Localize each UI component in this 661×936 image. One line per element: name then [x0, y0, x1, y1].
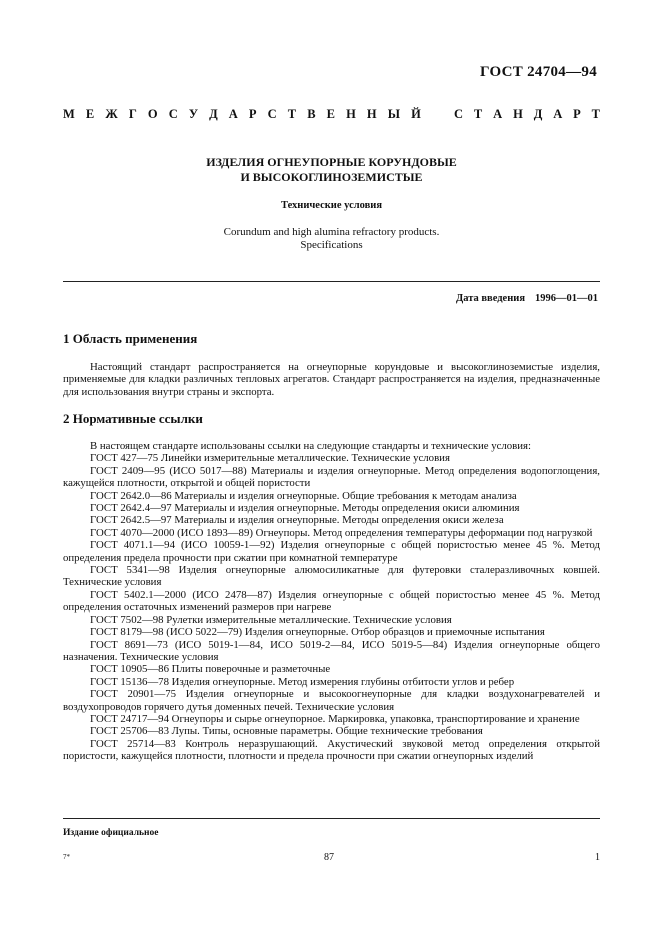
banner-letter: Р	[573, 107, 581, 121]
banner-letter: Н	[513, 107, 523, 121]
banner-letter: Ж	[105, 107, 118, 121]
section-1-body	[63, 361, 600, 398]
sheet-mark: 7*	[63, 853, 70, 861]
reference-item: ГОСТ 25714—83 Контроль неразрушающий. Акустический звуковой метод определения открытой пористости, кажущейся плотности, плотности и предела прочности при сжатии огнеупорных изделий	[63, 737, 600, 763]
reference-item: ГОСТ 7502—98 Рулетки измерительные металлические. Технические условия	[90, 613, 452, 626]
reference-item: ГОСТ 427—75 Линейки измерительные металлические. Технические условия	[90, 452, 450, 465]
interstate-word	[63, 107, 421, 122]
reference-item: ГОСТ 8691—73 (ИСО 5019-1—84, ИСО 5019-2—84, ИСО 5019-5—84) Изделия огнеупорные общего назначения. Технические условия	[63, 638, 600, 663]
banner-letter: Ы	[387, 107, 401, 121]
banner-letter: Е	[85, 107, 95, 121]
official-edition-label: Издание официальное	[63, 828, 159, 838]
banner-letter: С	[454, 107, 464, 121]
reference-item: ГОСТ 2409—95 (ИСО 5017—88) Материалы и изделия огнеупорные. Метод определения водопоглощения, кажущейся плотности, открытой и общей пористости	[63, 464, 600, 490]
banner-letter: Е	[326, 107, 335, 121]
reference-item: ГОСТ 5402.1—2000 (ИСО 2478—87) Изделия огнеупорные с общей пористостью менее 45 %. Метод определения остаточных изменений размеров при нагреве	[63, 588, 600, 614]
references-intro: В настоящем стандарте использованы ссылки на следующие стандарты и технические условия:	[90, 440, 532, 452]
sheet-number: 1	[595, 852, 600, 863]
section-2-body	[63, 440, 600, 763]
english-title-line-1: Corundum and high alumina refractory products.	[223, 226, 440, 238]
banner-letter: Д	[533, 107, 543, 121]
banner-letter: Д	[209, 107, 218, 121]
reference-item: ГОСТ 8179—98 (ИСО 5022—79) Изделия огнеупорные. Отбор образцов и приемочные испытания	[90, 626, 545, 639]
banner-letter: У	[188, 107, 198, 121]
banner-letter: Н	[346, 107, 356, 121]
reference-item: ГОСТ 2642.4—97 Материалы и изделия огнеупорные. Методы определения окиси алюминия	[90, 502, 520, 515]
banner-letter: С	[267, 107, 277, 121]
reference-item: ГОСТ 2642.5—97 Материалы и изделия огнеупорные. Методы определения окиси железа	[90, 514, 504, 527]
header-divider	[63, 281, 600, 282]
reference-item: ГОСТ 24717—94 Огнеупоры и сырье огнеупорное. Маркировка, упаковка, транспортирование и хранение	[90, 712, 580, 725]
banner-letter: Й	[411, 107, 421, 121]
banner-letter: Г	[128, 107, 137, 121]
footer-divider	[63, 818, 600, 819]
banner-letter: А	[553, 107, 563, 121]
english-title	[63, 226, 600, 252]
reference-item: ГОСТ 20901—75 Изделия огнеупорные и высокоогнеупорные для кладки воздухонагревателей и воздухопроводов горячего дутья доменных печей. Технические условия	[63, 688, 600, 713]
introduction-date	[456, 293, 598, 304]
section-2-heading: 2 Нормативные ссылки	[63, 411, 203, 426]
introduction-date-value: 1996—01—01	[535, 293, 598, 304]
title-line-1: ИЗДЕЛИЯ ОГНЕУПОРНЫЕ КОРУНДОВЫЕ	[206, 155, 457, 169]
section-1-paragraph: Настоящий стандарт распространяется на огнеупорные корундовые и высокоглиноземистые изделия, применяемые для кладки различных тепловых агрегатов. Стандарт распространяется на изделия, предназначенные для использования внутри страны и экспорта.	[63, 361, 600, 398]
banner-letter: Т	[287, 107, 297, 121]
banner-letter: В	[307, 107, 316, 121]
reference-item: ГОСТ 25706—83 Лупы. Типы, основные параметры. Общие технические требования	[90, 725, 483, 738]
banner-letter: Т	[473, 107, 483, 121]
page-number: 87	[324, 852, 334, 863]
title-line-2: И ВЫСОКОГЛИНОЗЕМИСТЫЕ	[240, 170, 423, 184]
reference-item: ГОСТ 5341—98 Изделия огнеупорные алюмосиликатные для футеровки сталеразливочных ковшей. Технические условия	[63, 564, 600, 589]
section-1-heading: 1 Область применения	[63, 331, 198, 346]
banner-letter: А	[493, 107, 503, 121]
reference-item: ГОСТ 10905—86 Плиты поверочные и разметочные	[90, 663, 331, 676]
banner-letter: Н	[366, 107, 377, 121]
banner-letter: М	[63, 107, 75, 121]
reference-item: ГОСТ 2642.0—86 Материалы и изделия огнеупорные. Общие требования к методам анализа	[90, 489, 517, 502]
standard-word	[454, 107, 600, 122]
banner-letter: Т	[591, 107, 600, 121]
interstate-standard-banner	[63, 107, 600, 122]
document-title	[63, 155, 600, 185]
document-subtitle: Технические условия	[280, 200, 383, 211]
gost-number: ГОСТ 24704—94	[479, 64, 597, 80]
banner-letter: О	[147, 107, 158, 121]
introduction-date-label: Дата введения	[456, 293, 525, 304]
reference-item: ГОСТ 15136—78 Изделия огнеупорные. Метод измерения глубины отбитости углов и ребер	[90, 675, 515, 688]
reference-item: ГОСТ 4071.1—94 (ИСО 10059-1—92) Изделия огнеупорные с общей пористостью менее 45 %. Метод определения предела прочности при сжатии при комнатной температуре	[63, 539, 600, 564]
banner-letter: А	[228, 107, 238, 121]
banner-letter: Р	[248, 107, 257, 121]
english-title-line-2: Specifications	[300, 239, 363, 251]
reference-item: ГОСТ 4070—2000 (ИСО 1893—89) Огнеупоры. Метод определения температуры деформации под нагрузкой	[90, 526, 593, 539]
banner-letter: С	[168, 107, 178, 121]
